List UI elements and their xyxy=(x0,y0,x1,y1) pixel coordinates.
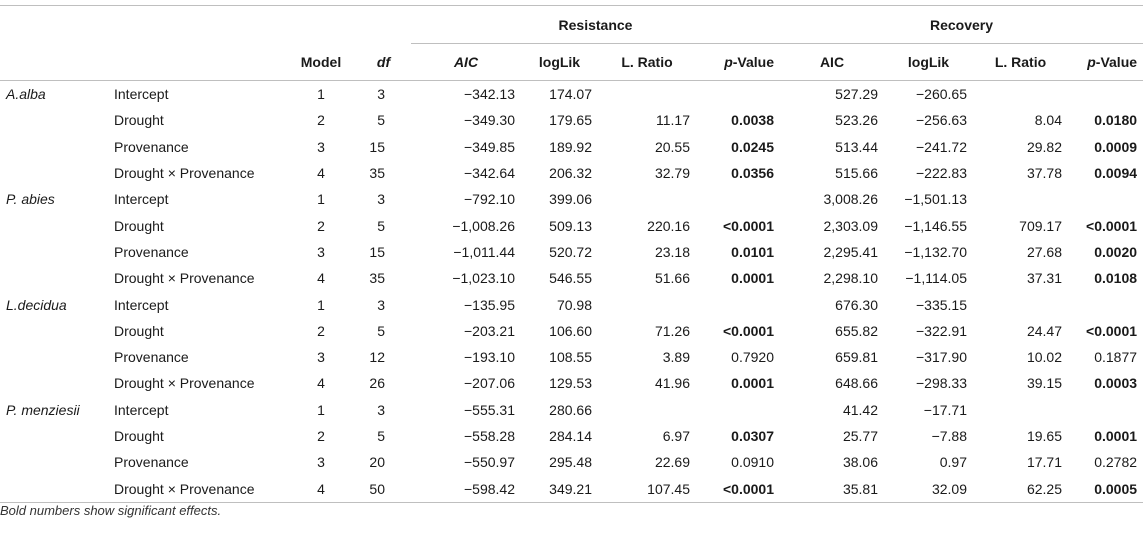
resistance-pvalue-cell xyxy=(696,81,780,108)
recovery-loglik-cell: −222.83 xyxy=(916,165,967,182)
col-header-recovery-pvalue xyxy=(1068,44,1143,81)
table-body xyxy=(0,81,1143,503)
recovery-lratio-cell xyxy=(973,291,1068,317)
pvalue-p-letter: p xyxy=(1087,54,1096,70)
model-cell: 4 xyxy=(317,375,325,392)
resistance-lratio-cell xyxy=(598,186,696,212)
recovery-pvalue-cell: <0.0001 xyxy=(1086,217,1138,234)
df-cell: 3 xyxy=(377,86,385,103)
term-cell: Drought × Provenance xyxy=(114,165,255,182)
model-cell: 2 xyxy=(317,217,325,234)
species-cell xyxy=(0,239,108,265)
resistance-aic-cell: −342.64 xyxy=(464,165,515,182)
recovery-loglik-cell: −1,114.05 xyxy=(905,270,967,287)
resistance-loglik-cell: 206.32 xyxy=(549,165,592,182)
term-cell: Drought xyxy=(114,428,164,444)
recovery-loglik-cell: −241.72 xyxy=(916,138,967,155)
resistance-lratio-cell xyxy=(598,397,696,423)
model-cell: 1 xyxy=(317,191,325,208)
resistance-aic-cell: −349.30 xyxy=(464,112,515,129)
resistance-aic-cell: −598.42 xyxy=(411,475,521,502)
species-cell xyxy=(0,423,108,449)
recovery-loglik-cell: −17.71 xyxy=(923,401,967,418)
resistance-pvalue-cell: <0.0001 xyxy=(696,475,780,502)
species-cell xyxy=(0,370,108,396)
df-cell: 15 xyxy=(369,243,385,260)
recovery-pvalue-cell: 0.0180 xyxy=(1094,112,1138,129)
resistance-pvalue-cell: 0.0001 xyxy=(731,270,774,287)
term-cell: Provenance xyxy=(114,349,189,366)
species-cell xyxy=(0,160,108,186)
col-header-species xyxy=(0,44,108,81)
recovery-lratio-cell: 37.31 xyxy=(1026,270,1062,287)
resistance-lratio-cell: 220.16 xyxy=(647,217,690,234)
table-footnote: Bold numbers show significant effects. xyxy=(0,503,222,518)
col-header-recovery-loglik: logLik xyxy=(884,44,973,81)
resistance-pvalue-cell xyxy=(696,291,780,317)
term-cell: Drought xyxy=(114,217,164,234)
term-cell: Provenance xyxy=(114,454,189,471)
recovery-pvalue-cell: 0.2782 xyxy=(1094,454,1138,471)
recovery-loglik-cell: −7.88 xyxy=(931,428,967,444)
df-cell: 5 xyxy=(377,217,385,234)
recovery-lratio-cell: 17.71 xyxy=(1026,454,1062,471)
term-cell: Drought × Provenance xyxy=(114,270,255,287)
recovery-pvalue-cell xyxy=(1068,291,1143,317)
df-cell: 15 xyxy=(369,138,385,155)
resistance-loglik-cell: 179.65 xyxy=(549,112,592,129)
recovery-aic-cell: 676.30 xyxy=(835,296,878,313)
recovery-loglik-cell: −298.33 xyxy=(916,375,967,392)
resistance-aic-cell: −1,011.44 xyxy=(453,243,515,260)
resistance-pvalue-cell: 0.0038 xyxy=(731,112,774,129)
table-row xyxy=(0,81,1143,108)
table-row xyxy=(0,265,1143,291)
col-header-model: Model xyxy=(286,44,356,81)
table-row xyxy=(0,212,1143,238)
term-cell: Provenance xyxy=(114,243,189,260)
recovery-aic-cell: 2,295.41 xyxy=(823,243,878,260)
recovery-aic-cell: 38.06 xyxy=(842,454,878,471)
resistance-lratio-cell: 22.69 xyxy=(654,454,690,471)
column-header-row xyxy=(0,44,1143,81)
recovery-pvalue-cell: 0.0009 xyxy=(1094,138,1138,155)
col-header-recovery-lratio: L. Ratio xyxy=(973,44,1068,81)
recovery-aic-cell: 659.81 xyxy=(835,349,878,366)
species-cell xyxy=(0,344,108,370)
resistance-loglik-cell: 399.06 xyxy=(549,191,592,208)
recovery-lratio-cell: 24.47 xyxy=(1026,322,1062,339)
table-row xyxy=(0,291,1143,317)
recovery-aic-cell: 515.66 xyxy=(835,165,878,182)
species-cell xyxy=(0,475,108,502)
model-cell: 3 xyxy=(317,349,325,366)
recovery-loglik-cell: −322.91 xyxy=(916,322,967,339)
df-cell: 26 xyxy=(369,375,385,392)
recovery-loglik-cell: −1,146.55 xyxy=(904,217,967,234)
df-cell: 12 xyxy=(369,349,385,366)
term-cell: Drought × Provenance xyxy=(114,375,255,392)
resistance-aic-cell: −342.13 xyxy=(464,86,515,103)
recovery-loglik-cell: 0.97 xyxy=(939,454,967,471)
col-header-resistance-aic: AIC xyxy=(411,44,521,81)
col-header-resistance-pvalue xyxy=(696,44,780,81)
df-cell: 5 xyxy=(377,112,385,129)
recovery-lratio-cell: 10.02 xyxy=(1026,349,1062,366)
recovery-loglik-cell: −317.90 xyxy=(916,349,967,366)
resistance-loglik-cell: 108.55 xyxy=(549,349,592,366)
col-header-resistance-loglik: logLik xyxy=(521,44,598,81)
resistance-aic-cell: −135.95 xyxy=(464,296,515,313)
recovery-lratio-cell: 27.68 xyxy=(1026,243,1062,260)
recovery-pvalue-cell: 0.1877 xyxy=(1094,349,1138,366)
recovery-loglik-cell: −335.15 xyxy=(916,296,967,313)
recovery-pvalue-cell: 0.0003 xyxy=(1094,375,1138,392)
resistance-aic-cell: −193.10 xyxy=(464,349,515,366)
model-cell: 2 xyxy=(317,112,325,129)
species-cell xyxy=(0,265,108,291)
recovery-aic-cell: 523.26 xyxy=(835,112,878,129)
recovery-lratio-cell xyxy=(973,186,1068,212)
resistance-lratio-cell xyxy=(598,291,696,317)
pvalue-suffix: -Value xyxy=(1095,54,1138,70)
df-cell: 50 xyxy=(356,475,411,502)
col-header-term xyxy=(108,44,286,81)
recovery-lratio-cell xyxy=(973,81,1068,108)
resistance-lratio-cell: 23.18 xyxy=(654,243,690,260)
species-cell: P. menziesii xyxy=(6,401,80,418)
recovery-lratio-cell: 39.15 xyxy=(1026,375,1062,392)
model-cell: 1 xyxy=(317,296,325,313)
recovery-lratio-cell: 19.65 xyxy=(1026,428,1062,444)
table-row xyxy=(0,475,1143,502)
recovery-pvalue-cell: 0.0094 xyxy=(1094,165,1138,182)
resistance-lratio-cell: 32.79 xyxy=(654,165,690,182)
table-row xyxy=(0,107,1143,133)
term-cell: Drought × Provenance xyxy=(108,475,286,502)
resistance-aic-cell: −555.31 xyxy=(464,401,515,418)
table-row xyxy=(0,186,1143,212)
table-row xyxy=(0,318,1143,344)
resistance-aic-cell: −349.85 xyxy=(464,138,515,155)
resistance-loglik-cell: 546.55 xyxy=(549,270,592,287)
resistance-pvalue-cell: 0.0356 xyxy=(731,165,774,182)
model-cell: 2 xyxy=(317,428,325,444)
resistance-lratio-cell: 107.45 xyxy=(598,475,696,502)
resistance-pvalue-cell: 0.0245 xyxy=(731,138,774,155)
model-cell: 4 xyxy=(317,270,325,287)
df-cell: 5 xyxy=(377,322,385,339)
resistance-loglik-cell: 284.14 xyxy=(549,428,592,444)
term-cell: Provenance xyxy=(114,138,189,155)
resistance-loglik-cell: 280.66 xyxy=(549,401,592,418)
resistance-loglik-cell: 129.53 xyxy=(549,375,592,392)
species-cell: L.decidua xyxy=(6,296,67,313)
table-row xyxy=(0,423,1143,449)
recovery-pvalue-cell: 0.0020 xyxy=(1094,243,1138,260)
resistance-pvalue-cell xyxy=(696,397,780,423)
df-cell: 3 xyxy=(377,401,385,418)
model-cell: 1 xyxy=(317,86,325,103)
model-cell: 3 xyxy=(317,243,325,260)
resistance-loglik-cell: 174.07 xyxy=(549,86,592,103)
recovery-lratio-cell: 8.04 xyxy=(1034,112,1062,129)
recovery-aic-cell: 2,298.10 xyxy=(823,270,878,287)
recovery-lratio-cell xyxy=(973,397,1068,423)
resistance-lratio-cell: 51.66 xyxy=(654,270,690,287)
resistance-lratio-cell xyxy=(598,81,696,108)
group-header-blank xyxy=(0,6,411,44)
model-cell: 4 xyxy=(286,475,356,502)
species-cell: A.alba xyxy=(6,86,46,103)
term-cell: Drought xyxy=(114,322,164,339)
term-cell: Intercept xyxy=(114,401,169,418)
resistance-pvalue-cell xyxy=(696,186,780,212)
resistance-aic-cell: −550.97 xyxy=(464,454,515,471)
resistance-lratio-cell: 3.89 xyxy=(662,349,690,366)
resistance-lratio-cell: 6.97 xyxy=(662,428,690,444)
term-cell: Intercept xyxy=(114,191,169,208)
df-cell: 35 xyxy=(369,165,385,182)
resistance-lratio-cell: 11.17 xyxy=(656,112,690,129)
table-row xyxy=(0,397,1143,423)
recovery-aic-cell: 25.77 xyxy=(842,428,878,444)
resistance-loglik-cell: 106.60 xyxy=(549,322,592,339)
resistance-loglik-cell: 520.72 xyxy=(549,243,592,260)
col-header-resistance-lratio: L. Ratio xyxy=(598,44,696,81)
recovery-aic-cell: 513.44 xyxy=(835,138,878,155)
col-header-df: df xyxy=(356,44,411,81)
df-cell: 35 xyxy=(369,270,385,287)
resistance-lratio-cell: 20.55 xyxy=(654,138,690,155)
recovery-pvalue-cell xyxy=(1068,81,1143,108)
table-row xyxy=(0,239,1143,265)
recovery-loglik-cell: −256.63 xyxy=(916,112,967,129)
table-row xyxy=(0,134,1143,160)
resistance-aic-cell: −1,023.10 xyxy=(452,270,515,287)
resistance-pvalue-cell: 0.0307 xyxy=(731,428,774,444)
df-cell: 20 xyxy=(369,454,385,471)
group-header-recovery: Recovery xyxy=(780,6,1143,44)
model-cell: 3 xyxy=(317,454,325,471)
resistance-lratio-cell: 41.96 xyxy=(654,375,690,392)
resistance-pvalue-cell: <0.0001 xyxy=(723,322,774,339)
col-header-recovery-aic: AIC xyxy=(780,44,884,81)
resistance-loglik-cell: 70.98 xyxy=(556,296,592,313)
model-cell: 3 xyxy=(317,138,325,155)
recovery-aic-cell: 648.66 xyxy=(835,375,878,392)
recovery-lratio-cell: 29.82 xyxy=(1026,138,1062,155)
recovery-lratio-cell: 37.78 xyxy=(1026,165,1062,182)
group-header-resistance: Resistance xyxy=(411,6,780,44)
species-cell xyxy=(0,212,108,238)
resistance-pvalue-cell: <0.0001 xyxy=(723,217,774,234)
species-cell xyxy=(0,449,108,475)
table-row xyxy=(0,160,1143,186)
term-cell: Intercept xyxy=(114,86,169,103)
resistance-pvalue-cell: 0.0001 xyxy=(731,375,774,392)
resistance-aic-cell: −792.10 xyxy=(464,191,515,208)
resistance-loglik-cell: 349.21 xyxy=(521,475,598,502)
df-cell: 5 xyxy=(377,428,385,444)
recovery-loglik-cell: −260.65 xyxy=(916,86,967,103)
recovery-loglik-cell: −1,132.70 xyxy=(904,243,967,260)
recovery-pvalue-cell: 0.0001 xyxy=(1094,428,1138,444)
df-cell: 3 xyxy=(377,191,385,208)
recovery-aic-cell: 2,303.09 xyxy=(823,217,878,234)
resistance-aic-cell: −558.28 xyxy=(464,428,515,444)
species-cell xyxy=(0,318,108,344)
pvalue-suffix: -Value xyxy=(732,54,774,70)
species-cell: P. abies xyxy=(6,191,55,208)
resistance-aic-cell: −1,008.26 xyxy=(452,217,515,234)
model-cell: 1 xyxy=(317,401,325,418)
model-cell: 2 xyxy=(317,322,325,339)
species-cell xyxy=(0,134,108,160)
resistance-aic-cell: −203.21 xyxy=(464,322,515,339)
resistance-pvalue-cell: 0.0910 xyxy=(731,454,774,471)
species-cell xyxy=(0,107,108,133)
resistance-loglik-cell: 509.13 xyxy=(549,217,592,234)
recovery-pvalue-cell xyxy=(1068,186,1143,212)
resistance-loglik-cell: 189.92 xyxy=(549,138,592,155)
resistance-pvalue-cell: 0.0101 xyxy=(731,243,774,260)
group-header-row xyxy=(0,6,1143,44)
recovery-lratio-cell: 62.25 xyxy=(973,475,1068,502)
recovery-aic-cell: 35.81 xyxy=(780,475,884,502)
recovery-pvalue-cell: <0.0001 xyxy=(1086,322,1138,339)
table-row xyxy=(0,370,1143,396)
recovery-pvalue-cell: 0.0108 xyxy=(1094,270,1138,287)
df-cell: 3 xyxy=(377,296,385,313)
pvalue-p-letter: p xyxy=(724,54,733,70)
recovery-loglik-cell: −1,501.13 xyxy=(904,191,967,208)
resistance-aic-cell: −207.06 xyxy=(464,375,515,392)
recovery-pvalue-cell xyxy=(1068,397,1143,423)
recovery-aic-cell: 41.42 xyxy=(842,401,878,418)
table-row xyxy=(0,449,1143,475)
recovery-lratio-cell: 709.17 xyxy=(1019,217,1062,234)
recovery-pvalue-cell: 0.0005 xyxy=(1068,475,1143,502)
term-cell: Drought xyxy=(114,112,164,129)
recovery-aic-cell: 527.29 xyxy=(835,86,878,103)
resistance-loglik-cell: 295.48 xyxy=(549,454,592,471)
table-row xyxy=(0,344,1143,370)
model-comparison-table xyxy=(0,5,1143,503)
resistance-lratio-cell: 71.26 xyxy=(654,322,690,339)
term-cell: Intercept xyxy=(114,296,169,313)
resistance-pvalue-cell: 0.7920 xyxy=(731,349,774,366)
model-cell: 4 xyxy=(317,165,325,182)
recovery-aic-cell: 3,008.26 xyxy=(823,191,878,208)
recovery-aic-cell: 655.82 xyxy=(835,322,878,339)
recovery-loglik-cell: 32.09 xyxy=(884,475,973,502)
